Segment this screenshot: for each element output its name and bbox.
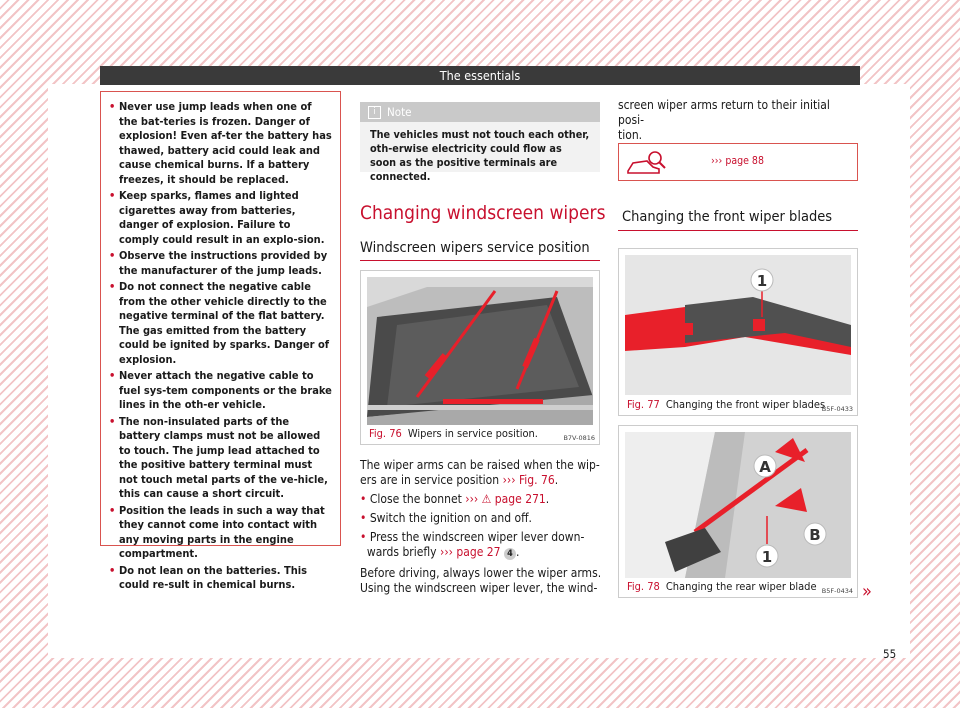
callout-a: A — [759, 458, 771, 476]
warning-list — [109, 100, 332, 593]
caption-text: Changing the rear wiper blade — [665, 580, 817, 593]
continue-mark: » — [862, 581, 872, 602]
intro-line-2: ers are in service position ››› Fig. 76. — [360, 473, 559, 487]
warning-box — [100, 91, 341, 591]
key-number-badge: 4 — [504, 548, 516, 560]
car-magnifier-icon — [625, 149, 669, 177]
subsection-underline — [618, 230, 858, 231]
note-text: The vehicles must not touch each other, oth-erwise electricity could flow as soon as the positive terminals are connected. — [370, 128, 590, 183]
figure-77 — [618, 248, 858, 416]
figure-78 — [618, 425, 858, 598]
intro-line-1: The wiper arms can be raised when the wip- — [360, 458, 600, 472]
page-ref-link[interactable]: ››› page 88 — [711, 155, 764, 167]
para-2-line-1: Before driving, always lower the wiper arms. — [360, 566, 602, 580]
warning-item: • Do not connect the negative cable from the other vehicle directly to the negative terminal of the flat battery. The gas emitted from the battery could be ignited by sparks. Danger of explosion. — [109, 280, 332, 367]
step-1: • Close the bonnet ››› ⚠ page 271. — [360, 492, 550, 506]
figure-code: B5F-0434 — [821, 587, 853, 595]
subtitle-underline — [360, 260, 600, 261]
body-text — [360, 458, 605, 596]
warning-item: • The non-insulated parts of the battery clamps must not be allowed to touch. The jump lead attached to the positive battery terminal must not touch metal parts of the ve-hicle, this can cause a short circuit. — [109, 415, 332, 502]
figure-caption — [369, 427, 538, 440]
subsection-title: Changing the front wiper blades — [622, 209, 833, 225]
cont-line-2: tion. — [618, 128, 643, 142]
warning-glyph-icon: ⚠ — [481, 492, 492, 506]
page-number: 55 — [883, 647, 897, 661]
warning-item: • Position the leads in such a way that they cannot come into contact with any moving parts in the engine compartment. — [109, 504, 332, 562]
warning-item: • Do not lean on the batteries. This could re-sult in chemical burns. — [109, 564, 332, 593]
front-wiper-image — [625, 255, 851, 395]
callout-1: 1 — [761, 548, 773, 566]
note-label: Note — [387, 105, 412, 119]
callout-1: 1 — [756, 272, 768, 290]
note-box — [360, 102, 600, 183]
figure-number: Fig. 76 — [369, 427, 402, 440]
caption-text: Changing the front wiper blades — [665, 398, 826, 411]
page-header: The essentials — [100, 66, 860, 85]
callout-b: B — [809, 526, 821, 544]
step-3-cont: wards briefly ››› page 27 4 . — [366, 545, 520, 559]
windscreen-wipers-image — [367, 277, 593, 425]
step-2: • Switch the ignition on and off. — [360, 511, 532, 525]
reference-box — [618, 143, 858, 181]
fig-ref-link[interactable]: ››› Fig. 76 — [502, 473, 555, 487]
warning-item: • Never attach the negative cable to fuel sys-tem components or the brake lines in the oth-er vehicle. — [109, 369, 332, 413]
para-2-line-2: Using the windscreen wiper lever, the wind- — [360, 581, 598, 595]
page-ref-link[interactable]: page 271 — [494, 492, 546, 506]
section-title: Changing windscreen wipers — [360, 202, 606, 224]
section-subtitle: Windscreen wipers service position — [360, 240, 590, 256]
warning-item: • Never use jump leads when one of the bat-teries is frozen. Danger of explosion! Even af-ter the battery has thawed, battery acid could leak and cause chemical burns. If a battery freezes, it should be replaced. — [109, 100, 332, 187]
figure-code: B5F-0433 — [821, 405, 853, 413]
figure-number: Fig. 77 — [627, 398, 660, 411]
figure-caption — [627, 398, 825, 411]
figure-caption — [627, 580, 817, 593]
step-3: • Press the windscreen wiper lever down- — [360, 530, 585, 544]
figure-number: Fig. 78 — [627, 580, 660, 593]
cont-line-1: screen wiper arms return to their initial posi- — [618, 98, 830, 127]
col3-text — [618, 98, 858, 143]
figure-code: B7V-0816 — [563, 434, 595, 442]
figure-76 — [360, 270, 600, 445]
rear-wiper-image — [625, 432, 851, 578]
caption-text: Wipers in service position. — [407, 427, 538, 440]
info-icon: i — [368, 106, 381, 119]
warning-item: • Keep sparks, flames and lighted cigarettes away from batteries, danger of explosion. Failure to comply could result in an explo-sion. — [109, 189, 332, 247]
warning-item: • Observe the instructions provided by the manufacturer of the jump leads. — [109, 249, 332, 278]
page-ref-link[interactable]: ››› page 27 — [440, 545, 501, 559]
note-header — [360, 102, 600, 122]
